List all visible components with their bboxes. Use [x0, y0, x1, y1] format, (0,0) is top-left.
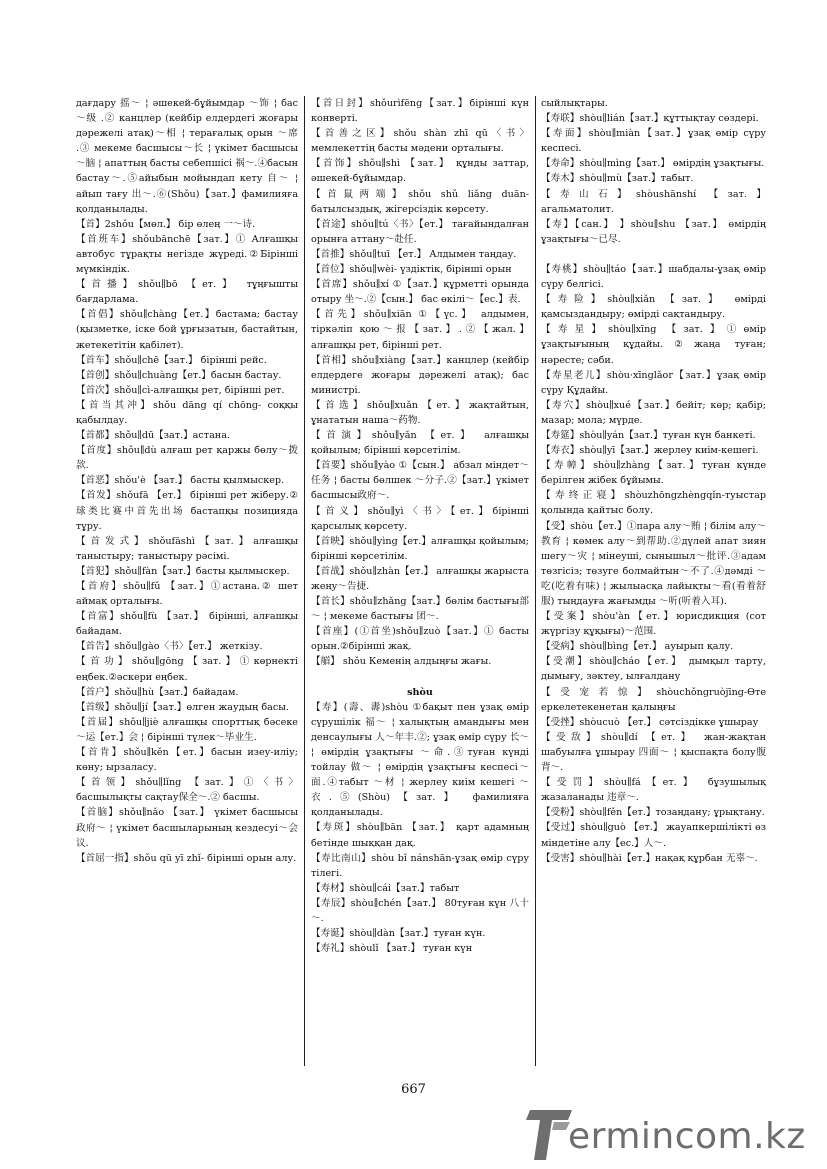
dictionary-entry: 【艏】 shǒu Кеменің алдыңғы жағы. [311, 656, 492, 668]
dictionary-entry: 【寿比南山】shòu bǐ nánshān-ұзақ өмір сүру тілегі. [311, 852, 529, 879]
dictionary-entry: 【首位】shǒu∥wèi- үздіктік, бірінші орын [311, 264, 512, 276]
dictionary-entry: 【首领】shǒu∥lǐng 【зат.】①〈书〉 басшылықты сақтау保全～.② басшы. [76, 777, 298, 804]
column-divider-left [304, 96, 305, 1066]
dictionary-entry: 【首告】shǒu∥gào〈书〉【ет.】 жеткізу. [76, 641, 263, 653]
dictionary-entry: 【受宠若惊】shòuchǒngruòjīng-Өте еркелетекенетан қалыңғы [541, 686, 766, 713]
dictionary-entry: 【首级】shǒu∥jí【зат.】өлген жаудың басы. [76, 701, 289, 713]
dictionary-entry: 【首当其冲】shǒu dāng qí chōng- соққы қабылдау. [76, 399, 298, 426]
dictionary-entry: 【首饰】shǒu∥shì 【зат.】 құнды заттар, әшекей-бұйымдар. [311, 158, 529, 185]
dictionary-entry: 【寿终正寝】shòuzhōngzhèngqǐn-туыстар қолында қайтыс болу. [541, 490, 766, 517]
dictionary-entry: 【首倡】shǒu∥chàng【ет.】бастама; бастау (қызметке, іске бой ұрғызатын, бастайтын, жетекетітін қабілет). [76, 309, 298, 351]
dictionary-entry: 【首车】shǒu∥chē【зат.】 бірінші рейс. [76, 354, 267, 366]
dictionary-entry: 【首脑】shǒu∥nǎo 【зат.】 үкімет басшысы 政府～ ¦ үкімет басшыларының кездесуі～会议. [76, 807, 298, 849]
dictionary-entry: 【首善之区】shǒu shàn zhī qū〈书〉 мемлекеттің басты мәдени орталығы. [311, 128, 529, 155]
dictionary-entry: 【受】shòu【ет.】①пара алу～贿 ¦ білім алу～教育 ¦ көмек алу～到帮助.②дүлей апат зиян шегу～灾 ¦ мінеуші, сынышыл～批评.③адам төзгісіз; төзуге болмайтын～不了.④дәмді ～吃(吃着有味) ¦ жылыасқа лайықты～看(看着舒服) тыңдауға жағымды ～听(听着入耳). [541, 520, 766, 607]
dictionary-entry: 【寿】(壽、夀)shòu ①бақыт пен ұзақ өмір сүрушілік 福～ ¦ халықтың амандығы мен денсаулығы 人～年丰.②; ұзақ өмір сүру 长～ ¦ өмірдің ұзақтығы ～命.③туған күнді тойлау 做～ ¦ өмірдің ұзақтығы кеспесі～面.④табыт ～材 ¦ жерлеу киім кешегі ～衣.⑤(Shòu)【зат.】 фамилияға қолданылады. [311, 701, 529, 819]
dictionary-entry: 【寿星】shòu∥xīng 【зат.】①өмір ұзақтығының құдайы.②жаңа туған; нәресте; сәби. [541, 324, 766, 366]
dictionary-entry: 【首推】shǒu∥tuī 【ет.】 Алдымен таңдау. [311, 248, 517, 260]
dictionary-entry: 【首战】shǒu∥zhàn【ет.】 алғашқы жарыста жеңу～告捷. [311, 565, 529, 592]
dictionary-entry: 【首屈一指】shǒu qū yī zhǐ- бірінші орын алу. [76, 852, 297, 864]
dictionary-entry: 【受潮】shòu∥cháo【ет.】 дымқыл тарту, дымығу, зәктеу, ылғалдану [541, 656, 766, 683]
dictionary-entry: 【首都】shǒu∥dū【зат.】астана. [76, 430, 230, 442]
dictionary-entry: 【寿面】shòu∥miàn【зат.】ұзақ өмір сүру кеспесі. [541, 128, 766, 155]
paragraph-gap [311, 670, 529, 685]
site-watermark [524, 1106, 824, 1166]
dictionary-entry: 【受挫】shòucuò 【ет.】 сәтсіздікке ұшырау [541, 716, 759, 728]
dictionary-entry: сыйлықтары. [541, 98, 608, 109]
dictionary-entry: 【首先】shǒu∥xiān ①【үс.】 алдымен, тіркәліп қою～报【зат.】.②【жал.】 алғашқы рет, бірінші рет. [311, 309, 529, 351]
dictionary-entry: 【首功】shǒu∥gōng【зат.】①көрнекті еңбек.②әскери еңбек. [76, 656, 298, 683]
termincom-logo-t-icon [524, 1106, 574, 1162]
dictionary-entry: 【首犯】shǒu∥fàn【зат.】басты қылмыскер. [76, 565, 290, 577]
watermark-text: ermincom.kz [568, 1116, 806, 1157]
dictionary-entry: 【首度】shǒu∥dù алғаш рет қаржы бөлу～拨款. [76, 445, 298, 472]
dictionary-entry: 【首途】shǒu∥tú〈书〉【ет.】 тағайындалған орынға аттану～赴任. [311, 218, 529, 245]
dictionary-entry: 【首演】shǒu∥yǎn 【ет.】 алғашқы қойылым; бірінші көрсетілім. [311, 430, 529, 457]
dictionary-entry: 【受害】shòu∥hài【ет.】нақақ құрбан 无辜～. [541, 852, 758, 864]
dictionary-entry: 【首创】shǒu∥chuàng【ет.】басын бастау. [76, 369, 282, 381]
dictionary-entry: 【首要】shǒu∥yào ①【сын.】 абзал міндет～任务 ¦ басты бөлшек ～分子.②【зат.】үкімет басшысы政府～. [311, 460, 529, 502]
dictionary-entry: 【受敌】shòu∥dí 【ет.】 жан-жақтан шабуылға ұшырау 四面～ ¦ қыспақта болу腹背～. [541, 731, 766, 774]
dictionary-entry: 【首长】shǒu∥zhǎng【зат.】бөлім бастығы部～ ¦ мекеме бастығы 团～. [311, 596, 529, 623]
dictionary-entry: 【首府】shǒu∥fǔ 【зат.】①астана.② шет аймақ орталығы. [76, 581, 298, 608]
dictionary-entry: 【首】2shǒu【мөл.】 бір өлең 一～诗. [76, 218, 256, 230]
dictionary-entry: 【寿筵】shòu∥yán【зат.】туған күн банкеті. [541, 429, 756, 441]
dictionary-entry: 【首户】shǒu∥hù【зат.】байадам. [76, 686, 239, 698]
dictionary-entry: 【首次】shǒu∥cì-алғашқы рет, бірінші рет. [76, 384, 285, 396]
dictionary-entry: 【受案】shòu'àn【ет.】юрисдикция (сот жүргізу құқығы)～范围. [541, 611, 766, 638]
dictionary-entry: 【受病】shòu∥bìng【ет.】 ауырып қалу. [541, 641, 734, 653]
dictionary-entry: 【寿礼】shòulǐ 【зат.】 туған күн [311, 943, 473, 955]
dictionary-entry: 【首发式】shǒufāshì【зат.】алғашқы таныстыру; таныстыру рәсімі. [76, 535, 298, 562]
dictionary-entry: 【首鼠两端】shǒu shǔ liǎng duān-батылсыздық, жігерсіздік көрсету. [311, 188, 529, 215]
dictionary-entry: 【首映】shǒu∥yìng【ет.】алғашқы қойылым; бірінші көрсетілім. [311, 535, 529, 562]
dictionary-entry: 【受罚】shòu∥fá【ет.】 бұзушылық жазаланады 违章～. [541, 777, 766, 804]
dictionary-entry: 【首肯】shǒu∥kěn【ет.】басын изеу-иліу; көну; ырзаласу. [76, 747, 298, 774]
dictionary-entry: 【寿辰】shòu∥chén【зат.】 80туған күн 八十～. [311, 897, 529, 924]
dictionary-entry: 【首届】shǒu∥jiè алғашқы спорттық бәсеке～运【ет.】会 ¦ бірінші түлек～毕业生. [76, 716, 298, 743]
dictionary-entry: 【首恶】shǒu'è 【зат.】 басты қылмыскер. [76, 475, 285, 487]
dictionary-entry: 【首日封】shǒurìfēng【зат.】бірінші күн конверті. [311, 98, 529, 125]
dictionary-entry: 【寿】【сан.】 】shòu∥shu 【зат.】 өмірдің ұзақтығы～已尽. [541, 218, 766, 245]
dictionary-entry: 【受粉】shòu∥fěn【ет.】тозаңдану; ұрықтану. [541, 807, 765, 819]
dictionary-entry: 【首相】shǒu∥xiàng【зат.】канцлер (кейбір елдердеге жоғары дәрежелі атақ); бас министрі. [311, 354, 529, 396]
dictionary-entry: 【首班车】shǒubānchē【зат.】① Алғашқы автобус тұрақты негізде жүреді.②Бірінші мүмкіндік. [76, 233, 298, 276]
dictionary-entry: дағдару 摇～ ¦ әшекей-бұйымдар ～饰 ¦ бас ～级 .② канцлер (кейбір елдердегі жоғары дәрежелі атақ)～相 ¦ терағалық орын ～席 .③ мекеме басшысы～长 ¦ үкімет басшысы～脑 ¦ апаттың басты себепшісі 祸～.④басын бастау～.⑤айыбын мойындап кету 自～ ¦ айып тағу 出～.⑥(Shǒu)【зат.】фамилияға қолданылады. [76, 98, 298, 215]
dictionary-entry: 【首席】shǒu∥xí ①【зат.】құрметті орында отыру 坐～.②【сын.】 бас өкілі～【ес.】表. [311, 279, 529, 306]
dictionary-entry: 【寿木】shòu∥mù【зат.】табыт. [541, 173, 694, 185]
dictionary-entry: 【寿诞】shòu∥dàn【зат.】туған күн. [311, 928, 486, 940]
paragraph-gap [541, 247, 766, 262]
dictionary-entry: 【寿斑】shòu∥bān 【зат.】 қарт адамның бетінде шыққан дақ. [311, 822, 529, 849]
dictionary-entry: 【寿险】shòu∥xiǎn 【зат.】 өмірді қамсыздандыру; өмірді сақтандыру. [541, 294, 766, 321]
dictionary-entry: 【寿幛】shòu∥zhàng【зат.】туған күнде берілген жібек бұйымы. [541, 460, 766, 487]
dictionary-entry: 【寿衣】shòu∥yī【зат.】жерлеу киім-кешегі. [541, 445, 759, 457]
dictionary-column-2 [311, 96, 529, 956]
dictionary-entry: 【寿穴】shòu∥xué【зат.】бейіт; көр; қабір; мазар; мола; мүрде. [541, 399, 766, 426]
dictionary-entry: 【寿桃】shòu∥táo【зат.】шабдалы-ұзақ өмір сүру белгісі. [541, 263, 766, 291]
dictionary-entry: 【寿材】shòu∥cái【зат.】табыт [311, 882, 460, 894]
column-divider-right [535, 96, 536, 1066]
dictionary-column-1 [76, 96, 298, 866]
section-heading: shòu [407, 686, 433, 698]
dictionary-entry: 【寿星老儿】shòu·xīnglǎor【зат.】ұзақ өмір сүру Құдайы. [541, 369, 766, 396]
page-number: 667 [401, 1082, 426, 1097]
dictionary-entry: 【首发】shǒufā 【ет.】 бірінші рет жіберу.②球类比赛中首先出场 бастапқы позицияда тұру. [76, 490, 298, 532]
dictionary-entry: 【寿山石】shòushānshí 【зат.】 агальматолит. [541, 188, 766, 215]
dictionary-entry: 【首选】shǒu∥xuǎn【ет.】жақтайтын, ұнататын наша～药物. [311, 399, 529, 426]
dictionary-entry: 【首播】shǒu∥bō 【ет.】 тұңғышты бағдарлама. [76, 279, 298, 306]
dictionary-entry: 【首座】(①首坐)shǒu∥zuò【зат.】① басты орын.②бірінші жақ. [311, 626, 529, 653]
dictionary-entry: 【首义】shǒu∥yì〈书〉【ет.】бірінші қарсылық көрсету. [311, 505, 529, 532]
dictionary-entry: 【寿命】shòu∥mìng【зат.】 өмірдің ұзақтығы. [541, 158, 765, 170]
dictionary-entry: 【受过】shòu∥guò 【ет.】 жауапкершілікті өз міндетіне алу【ес.】人～. [541, 822, 766, 849]
dictionary-entry: 【寿联】shòu∥lián【зат.】құттықтау сөздері. [541, 113, 759, 125]
dictionary-entry: 【首富】shǒu∥fù 【зат.】 бірінші, алғашқы байадам. [76, 611, 298, 638]
dictionary-column-3 [541, 96, 766, 866]
